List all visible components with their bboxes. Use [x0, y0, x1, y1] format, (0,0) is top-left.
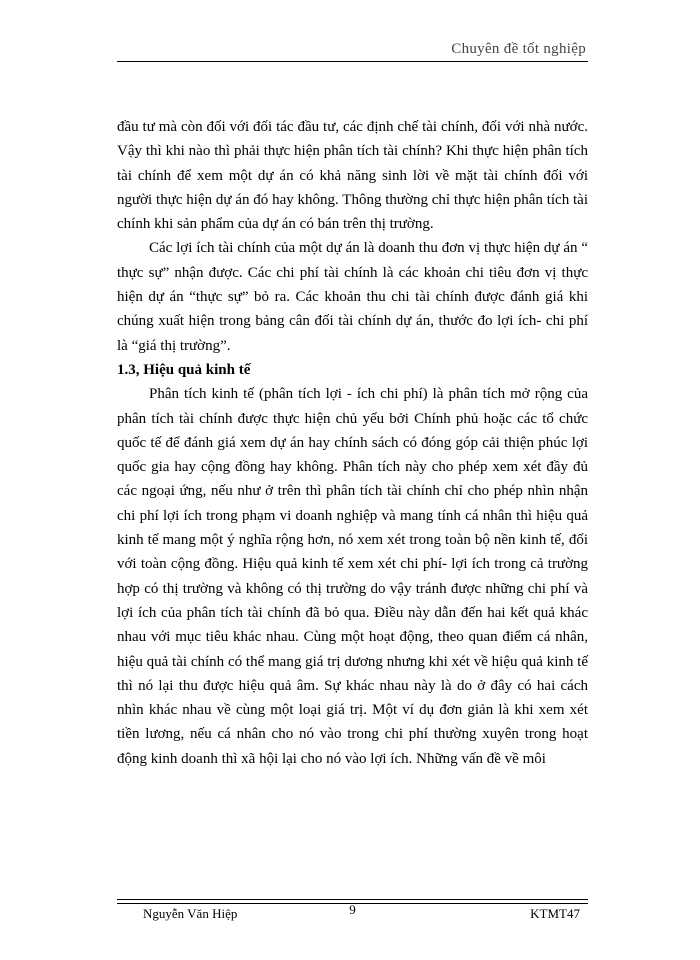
- section-heading: 1.3, Hiệu quả kinh tế: [117, 361, 251, 378]
- page-footer: [117, 902, 588, 924]
- footer-class-code: KTMT47: [530, 906, 580, 921]
- footer-author: Nguyễn Văn Hiệp: [143, 906, 238, 921]
- footer-divider-top: [117, 899, 588, 900]
- footer-page-number: 9: [349, 902, 356, 917]
- page-header-title: Chuyên đề tốt nghiệp: [451, 41, 586, 57]
- paragraph-3: Phân tích kinh tế (phân tích lợi - ích chi phí) là phân tích mở rộng của phân tích tài chính được thực hiện chủ yếu bởi Chính phủ hoặc các tổ chức quốc tế để đánh giá xem dự án hay chính sách có đóng góp cải thiện phúc lợi quốc gia hay cộng đồng hay không. Phân tích này cho phép xem xét đầy đủ các ngoại ứng, nếu như ở trên thì phân tích tài chính chỉ cho phép nhìn nhận chi phí lợi ích trong phạm vi doanh nghiệp và mang tính cá nhân thì hiệu quả kinh tế mang một ý nghĩa rộng hơn, nó xem xét trong toàn bộ nền kinh tế, đối với toàn cộng đồng. Hiệu quả kinh tế xem xét chi phí- lợi ích trong cả trường hợp có thị trường và không có thị trường do vậy tránh được những chi phí và lợi ích của phân tích tài chính đã bỏ qua. Điều này dẫn đến hai kết quả khác nhau với mục tiêu khác nhau. Cùng một hoạt động, theo quan điểm cá nhân, hiệu quả tài chính có thể mang giá trị dương nhưng khi xét về hiệu quả kinh tế thì nó lại thu được hiệu quả âm. Sự khác nhau này là do ở đây có hai cách nhìn khác nhau về cùng một loại giá trị. Một ví dụ đơn giản là khi xem xét tiền lương, nếu cá nhân cho nó vào trong chi phí thường xuyên trong hoạt động kinh doanh thì xã hội lại cho nó vào lợi ích. Những vấn đề về môi: [117, 386, 588, 767]
- document-body: [117, 115, 588, 771]
- paragraph-2: Các lợi ích tài chính của một dự án là doanh thu đơn vị thực hiện dự án “ thực sự” nhận được. Các chi phí tài chính là các khoản chi tiêu đơn vị thực hiện dự án “thực sự” bỏ ra. Các khoản thu chi tài chính được đánh giá khi chúng xuất hiện trong bảng cân đối tài chính dự án, thước đo lợi ích- chi phí là “giá thị trường”.: [117, 240, 588, 354]
- header-divider: [117, 61, 588, 62]
- paragraph-1: đầu tư mà còn đối với đối tác đầu tư, các định chế tài chính, đối với nhà nước. Vậy thì khi nào thì phải thực hiện phân tích tài chính? Khi thực hiện phân tích tài chính để xem một dự án có khả năng sinh lời về mặt tài chính đối với người thực hiện dự án đó hay không. Thông thường chỉ thực hiện phân tích tài chính khi sản phẩm của dự án có bán trên thị trường.: [117, 119, 588, 233]
